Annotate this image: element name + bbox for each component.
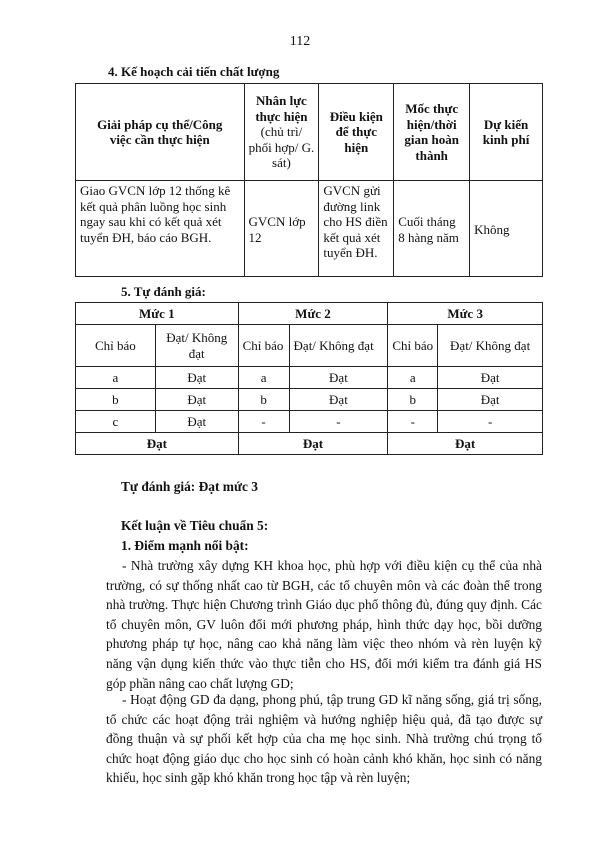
- cell: a: [238, 367, 289, 389]
- level-2-header: Mức 2: [238, 303, 388, 325]
- dat-header-3: Đạt/ Không đạt: [438, 325, 543, 367]
- plan-condition: GVCN gửi đường link cho HS điền kết quả xét tuyển ĐH.: [319, 181, 394, 277]
- conclusion-paragraph-2: - Hoạt động GD đa dạng, phong phú, tập trung GD kĩ năng sống, giá trị sống, tổ chức các hoạt động trải nghiệm và hướng nghiệp hiệu quả, đã tạo được sự đồng thuận và sự phối kết hợp của cha mẹ học sinh. Nhà trường chú trọng tổ chức hoạt động giáo dục cho học sinh có hoàn cảnh khó khăn, học sinh có năng khiếu, học sinh gặp khó khăn trong học tập và rèn luyện;: [106, 692, 542, 786]
- plan-budget: Không: [470, 181, 543, 277]
- conclusion-heading: Kết luận về Tiêu chuẩn 5:: [121, 518, 269, 533]
- eval-subheader-row: [76, 325, 543, 367]
- section4-heading: 4. Kế hoạch cải tiến chất lượng: [108, 64, 280, 79]
- cell: Đạt: [438, 367, 543, 389]
- header-deadline: Mốc thực hiện/thời gian hoàn thành: [394, 84, 470, 181]
- conclusion-paragraph-1: - Nhà trường xây dựng KH khoa học, phù hợp với điều kiện cụ thể của nhà trường, có sự thống nhất cao từ BGH, các tổ chuyên môn và các đoàn thể trong nhà trường. Thực hiện Chương trình Giáo dục phổ thông đủ, đúng quy định. Các tổ chuyên môn, GV luôn đổi mới phương pháp, hình thức dạy học, bồi dưỡng phương pháp tự học, nâng cao khả năng làm việc theo nhóm và rèn luyện kỹ năng vận dụng kiến thức vào thực tiễn cho HS, đổi mới kiểm tra đánh giá HS góp phần nâng cao chất lượng GD;: [106, 558, 542, 691]
- cell: -: [438, 411, 543, 433]
- cell: b: [388, 389, 438, 411]
- eval-level-row: [76, 303, 543, 325]
- eval-row-a: [76, 367, 543, 389]
- header-budget: Dự kiến kinh phí: [470, 84, 543, 181]
- eval-total-row: [76, 433, 543, 455]
- cell: -: [388, 411, 438, 433]
- cell: a: [388, 367, 438, 389]
- plan-task: Giao GVCN lớp 12 thống kê kết quả phân luồng học sinh ngay sau khi có kết quả xét tuyển ĐH, báo cáo BGH.: [76, 181, 245, 277]
- cell: b: [76, 389, 156, 411]
- cell: c: [76, 411, 156, 433]
- cell: Đạt: [155, 367, 238, 389]
- eval-row-b: [76, 389, 543, 411]
- chibao-header-2: Chỉ báo: [238, 325, 289, 367]
- level-1-header: Mức 1: [76, 303, 239, 325]
- header-staff-sub: (chủ trì/ phối hợp/ G. sát): [248, 124, 315, 171]
- cell: Đạt: [289, 367, 388, 389]
- cell: Đạt: [155, 411, 238, 433]
- plan-row: [76, 181, 543, 277]
- self-evaluation-result: Tự đánh giá: Đạt mức 3: [121, 479, 258, 494]
- eval-row-c: [76, 411, 543, 433]
- cell: Đạt: [438, 389, 543, 411]
- total-level-3: Đạt: [388, 433, 543, 455]
- strengths-heading: 1. Điểm mạnh nổi bật:: [121, 538, 249, 553]
- dat-header-2: Đạt/ Không đạt: [289, 325, 388, 367]
- total-level-1: Đạt: [76, 433, 239, 455]
- section5-heading: 5. Tự đánh giá:: [121, 284, 206, 299]
- chibao-header-3: Chỉ báo: [388, 325, 438, 367]
- cell: -: [238, 411, 289, 433]
- header-staff: [244, 84, 319, 181]
- cell: -: [289, 411, 388, 433]
- cell: Đạt: [289, 389, 388, 411]
- improvement-plan-table: [75, 83, 543, 277]
- header-condition: Điều kiện để thực hiện: [319, 84, 394, 181]
- cell: a: [76, 367, 156, 389]
- plan-header-row: [76, 84, 543, 181]
- plan-deadline: Cuối tháng 8 hàng năm: [394, 181, 470, 277]
- page-number: 112: [289, 34, 311, 49]
- total-level-2: Đạt: [238, 433, 388, 455]
- header-solution: Giải pháp cụ thể/Công việc cần thực hiện: [76, 84, 245, 181]
- dat-header-1: Đạt/ Không đạt: [155, 325, 238, 367]
- chibao-header-1: Chỉ báo: [76, 325, 156, 367]
- plan-staff: GVCN lớp 12: [244, 181, 319, 277]
- level-3-header: Mức 3: [388, 303, 543, 325]
- self-evaluation-table: [75, 302, 543, 455]
- cell: Đạt: [155, 389, 238, 411]
- header-staff-main: Nhân lực thực hiện: [255, 93, 308, 124]
- cell: b: [238, 389, 289, 411]
